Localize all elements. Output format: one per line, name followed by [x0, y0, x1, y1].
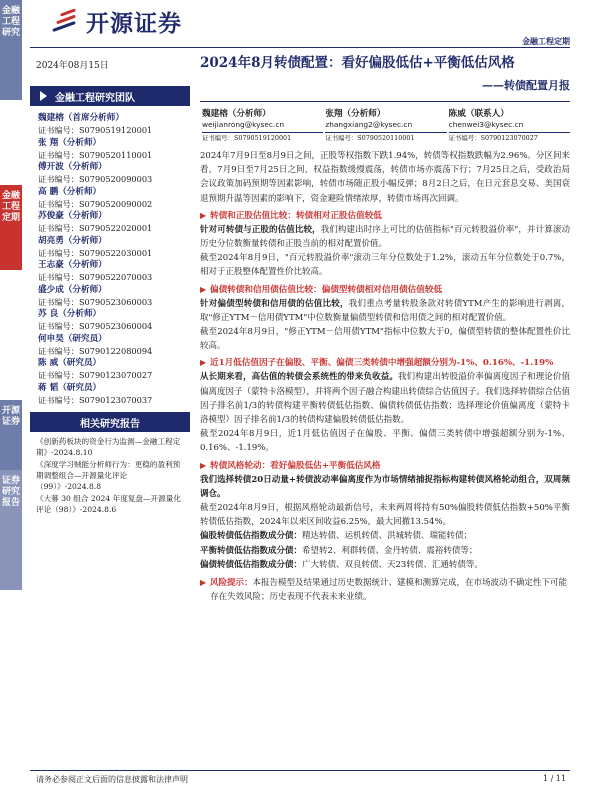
section-paragraph: [200, 297, 570, 325]
arrow-icon: ▶: [200, 358, 207, 368]
analyst-cert: 证书编号：S0790520110001: [38, 149, 153, 160]
main-content: [200, 54, 570, 604]
component-list: [200, 529, 570, 543]
analyst-entry: [30, 137, 190, 162]
analyst-name: 苏 良（分析师）: [38, 309, 102, 319]
brand-name: 开源证券: [86, 10, 182, 37]
analyst-entry: [30, 112, 190, 137]
analyst-cert: 证书编号：S0790522070003: [38, 272, 153, 282]
arrow-icon: ▶: [200, 284, 207, 294]
analyst-entry: [30, 308, 190, 333]
component-list: [200, 544, 570, 558]
analyst-entry: [30, 284, 190, 309]
section-paragraph: 截至2024年8月9日，根据风格轮动最新信号，未来两周将持有50%偏股转债低估指数+50%平衡转债低估指数，2024年以来区间收益6.25%，最大回撤13.54%。: [200, 503, 570, 528]
analyst-cert: 证书编号：S0790520090003: [38, 174, 153, 184]
section-paragraph: [200, 370, 570, 427]
side-strip: [0, 0, 22, 800]
author-block: [200, 101, 570, 143]
analyst-name: 高 鹏（分析师）: [38, 186, 102, 197]
section-paragraph: 截至2024年8月9日，"修正YTM－信用债YTM"指标中位数大于0，偏债型转债的整体配置性价比较高。: [200, 327, 570, 352]
analyst-name: 王志豪（分析师）: [38, 260, 107, 270]
author-cert: 证书编号：S0790519120001: [202, 132, 323, 143]
section-title: 近1月低估值因子在偏股、平衡、偏债三类转债中增强超额分别为-1%、0.16%、-1.19%: [210, 358, 554, 369]
author-name: 魏建榕（分析师）: [202, 109, 271, 119]
author-name: 陈威（联系人）: [448, 109, 509, 119]
analyst-entry: [30, 210, 190, 235]
analyst-name: 胡亮勇（分析师）: [38, 235, 107, 246]
team-title: 金融工程研究团队: [55, 92, 135, 104]
related-list: [30, 432, 190, 515]
author-card: [447, 108, 570, 143]
component-values: 希望转2、利群转债、金丹转债、震裕转债等；: [302, 545, 478, 556]
section-title: 转债风格轮动：看好偏股低估+平衡低估风格: [210, 460, 381, 471]
body-text: 我们重点考量转股条款对转债YTM产生的影响进行剥离，取"修正YTM－信用债YTM"中位数衡量偏债型转债和信用债之间的相对配置价值。: [200, 298, 570, 323]
component-values: 精达转债、运机转债、洪城转债、瑞能转债；: [302, 531, 473, 542]
risk-label: 风险提示：: [210, 578, 253, 589]
analyst-list: [30, 112, 190, 406]
sidebar: [30, 86, 190, 516]
footer-divider: [30, 770, 570, 771]
related-link[interactable]: 《创新药板块的资金行为监测—金融工程定期》-2024.8.10: [36, 437, 181, 457]
analyst-cert: 证书编号：S0790519120001: [38, 125, 153, 135]
side-label-periodic: 金融工程定期: [0, 185, 22, 270]
analyst-entry: [30, 161, 190, 186]
author-email[interactable]: zhangxiang2@kysec.cn: [325, 120, 413, 129]
related-header: [30, 412, 190, 432]
analyst-cert: 证书编号：S0790523060004: [38, 321, 153, 331]
side-label-report: 证券研究报告: [0, 470, 22, 590]
section-paragraph: 我们选择转债20日动量+转债波动率偏离度作为市场情绪捕捉指标构建转债风格轮动组合，双周频调仓。: [200, 474, 570, 499]
author-cert: 证书编号：S0790123070027: [449, 132, 570, 143]
analyst-entry: [30, 382, 190, 407]
side-label-research: 金融工程研究: [0, 0, 22, 100]
analyst-name: 张 翔（分析师）: [38, 137, 102, 148]
author-email[interactable]: chenwei3@kysec.cn: [448, 120, 524, 129]
footer-disclaimer: 请务必参阅正文后面的信息披露和法律声明: [36, 775, 188, 784]
side-label-brand: 开源证券: [0, 400, 22, 470]
page-title: 2024年8月转债配置：看好偏股低估+平衡低估风格: [200, 55, 515, 71]
component-label: 平衡转债低估指数成分债：: [200, 545, 303, 556]
body-text: 我们构建出时序上可比的估值指标"百元转股溢价率"，并计算滚动历史分位数衡量转债和正股当前的相对配置价值。: [200, 224, 570, 250]
analyst-name: 何申昊（研究员）: [38, 333, 107, 344]
report-type-label: 金融工程定期: [522, 37, 570, 46]
arrow-icon: ▶: [200, 578, 207, 588]
analyst-cert: 证书编号：S0790123070037: [38, 394, 153, 405]
brand-logo: [52, 6, 182, 36]
section-heading: [200, 356, 570, 370]
analyst-cert: 证书编号：S0790122080094: [38, 345, 153, 356]
bold-lead: 从长期来看，高估值的转债会系统性的带来负收益。: [200, 372, 398, 383]
analyst-name: 陈 威（研究员）: [38, 358, 102, 368]
page-number: 1 / 11: [542, 774, 566, 783]
analyst-cert: 证书编号：S0790523060003: [38, 296, 153, 307]
related-title: 相关研究报告: [80, 418, 140, 430]
arrow-icon: ▶: [200, 460, 207, 470]
analyst-name: 傅开波（分析师）: [38, 162, 107, 172]
component-label: 偏股转债低估指数成分债：: [200, 531, 303, 542]
component-label: 偏债转债低估指数成分债：: [200, 559, 303, 570]
section-title: 转债和正股估值比较：转债相对正股估值较低: [210, 210, 382, 221]
analyst-cert: 证书编号：S0790520090002: [38, 198, 153, 209]
section-heading: [200, 459, 570, 473]
component-values: 广大转债、双良转债、天23转债、汇通转债等。: [302, 559, 483, 570]
bold-lead: 针对可转债与正股的估值比较，: [200, 224, 321, 235]
risk-text: 本报告模型及结果通过历史数据统计、建模和测算完成，在市场波动不确定性下可能存在失效风险；历史表现不代表未来业绩。: [210, 578, 568, 603]
section-title: 偏债转债和信用债估值比较：偏债型转债相对信用债估值较低: [210, 284, 443, 295]
intro-paragraph: 2024年7月9日至8月9日之间，正股等权指数下跌1.94%，转债等权指数跌幅为2.96%。分区间来看，7月9日至7月25日之间，权益指数缓慢震荡，转债市场亦震荡下行；7月25日之后，受政治局会议政策加码预期等因素影响，转债市场随正股小幅反弹；8月2日之后，在日元套息交易、美国衰退预期升温等因素的影响下，资金避险情绪浓厚，转债市场再次回调。: [200, 151, 570, 204]
section-heading: [200, 209, 570, 223]
analyst-cert: 证书编号：S0790123070027: [38, 370, 153, 380]
section-paragraph: 截至2024年8月9日，"百元转股溢价率"滚动三年分位数处于1.2%，滚动五年分位数处于0.7%，相对于正股整体配置性价比较高。: [200, 253, 570, 278]
bold-lead: 针对偏债型转债和信用债的估值比较，: [200, 298, 349, 309]
analyst-entry: [30, 357, 190, 382]
section-heading: [200, 283, 570, 297]
team-header: [30, 86, 190, 106]
analyst-name: 苏俊豪（分析师）: [38, 211, 107, 221]
analyst-name: 蒋 韬（研究员）: [38, 382, 102, 393]
analyst-name: 魏建榕（首席分析师）: [38, 113, 124, 123]
page-subtitle: ——转债配置月报: [482, 79, 570, 92]
analyst-entry: [30, 259, 190, 284]
related-link[interactable]: 《深度学习贼能分析师行为：更稳的盈利预期调整组合—开源量化评论（99）》-2024.8.8: [36, 460, 181, 491]
arrow-icon: ▶: [200, 210, 207, 220]
analyst-cert: 证书编号：S0790522030001: [38, 247, 153, 258]
author-email[interactable]: weijianrong@kysec.cn: [202, 120, 285, 129]
author-card: [323, 108, 446, 143]
body-text: 我们构建出转股溢价率偏离度因子和理论价值偏离度因子（蒙特卡洛模型），并将两个因子融合构建出转债综合估值因子。我们选择转债综合估值因子排名前1/3的转债构建平衡转债低估指数、偏债转债低估指数；选择理论价值偏离度（蒙特卡洛模型）因子排名前1/3的转债构建偏股转债低估指数。: [200, 372, 570, 426]
analyst-entry: [30, 235, 190, 260]
header-divider: [30, 47, 570, 48]
author-card: [200, 108, 323, 143]
section-paragraph: 截至2024年8月9日，近1月低估值因子在偏股、平衡、偏债三类转债中增强超额分别为-1%、0.16%、-1.19%。: [200, 429, 570, 454]
triangle-icon: [40, 91, 47, 101]
analyst-entry: [30, 333, 190, 358]
logo-mark-icon: [52, 8, 82, 34]
analyst-name: 盛少成（分析师）: [38, 284, 107, 295]
related-link[interactable]: 《大幕 30 组合 2024 年度复盘—开源量化评论（98）》-2024.8.6: [36, 494, 181, 514]
section-paragraph: [200, 223, 570, 251]
component-list: [200, 558, 570, 572]
report-date: 2024年08月15日: [36, 61, 109, 71]
analyst-entry: [30, 186, 190, 211]
analyst-cert: 证书编号：S0790522020001: [38, 223, 153, 233]
author-name: 张翔（分析师）: [325, 109, 386, 119]
author-cert: 证书编号：S0790520110001: [325, 132, 446, 143]
risk-warning: [200, 576, 570, 604]
